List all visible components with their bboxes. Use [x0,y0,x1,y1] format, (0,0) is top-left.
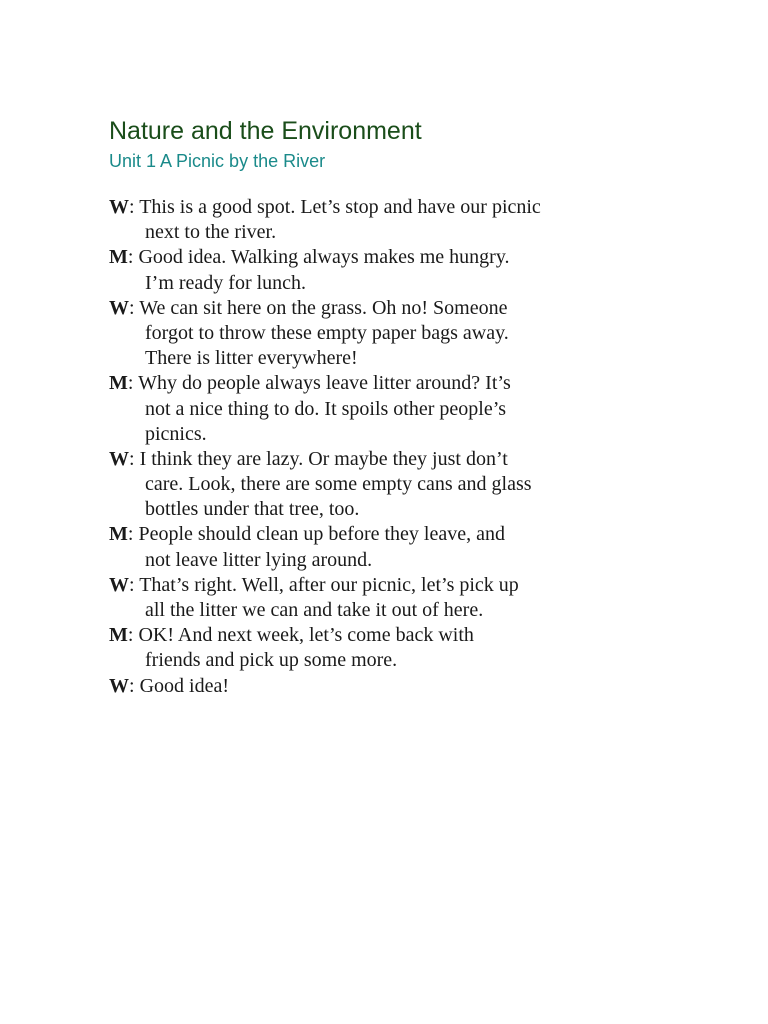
dialogue-line-continued [109,346,709,371]
speaker-colon: : [127,372,139,395]
dialogue-text: That’s right. Well, after our picnic, let’s pick up [139,573,519,596]
speaker-label: W [109,674,129,697]
dialogue-line-continued [109,321,709,346]
dialogue-turn [109,573,709,623]
dialogue-text: People should clean up before they leave, and [138,523,505,546]
dialogue-line-continued [109,422,709,447]
dialogue-line-continued [109,598,709,623]
dialogue-line-first [109,522,709,547]
speaker-colon: : [129,573,140,596]
dialogue-text: not a nice thing to do. It spoils other people’s [145,397,507,420]
dialogue-line-first [109,623,709,648]
dialogue-line-continued [109,472,709,497]
speaker-colon: : [129,674,140,697]
speaker-label: W [109,296,129,319]
dialogue-line-continued [109,648,709,673]
dialogue-text: Good idea! [139,674,229,697]
dialogue-text: forgot to throw these empty paper bags away. [145,321,509,344]
dialogue-text: not leave litter lying around. [145,548,373,571]
dialogue-turn [109,296,709,372]
dialogue-line-first [109,245,709,270]
dialogue-line-first [109,674,709,699]
dialogue-line-continued [109,271,709,296]
dialogue-text: all the litter we can and take it out of here. [145,599,484,621]
dialogue-line-continued [109,220,709,245]
dialogue-turn [109,623,709,673]
speaker-colon: : [127,624,139,647]
document-title: Nature and the Environment [109,117,422,145]
dialogue-text: OK! And next week, let’s come back with [138,624,474,647]
dialogue-turn [109,522,709,572]
dialogue-turn [109,674,709,699]
speaker-label: M [109,372,128,395]
dialogue-text: friends and pick up some more. [145,649,398,672]
dialogue-text: Good idea. Walking always makes me hungry. [138,246,510,269]
dialogue-turn [109,371,709,447]
dialogue-line-continued [109,548,709,573]
dialogue-line-continued [109,497,709,522]
dialogue-turn [109,195,709,245]
speaker-label: M [109,246,128,269]
speaker-label: M [109,523,128,546]
dialogue-line-first [109,371,709,396]
speaker-label: W [109,573,129,596]
dialogue-text: There is litter everywhere! [145,347,358,370]
speaker-label: W [109,447,129,470]
dialogue-text: picnics. [145,422,207,445]
speaker-colon: : [127,246,139,269]
dialogue-line-first [109,195,709,220]
speaker-colon: : [127,523,139,546]
dialogue-text: care. Look, there are some empty cans and glass [145,473,532,496]
document-page [109,113,709,699]
dialogue-text: I’m ready for lunch. [145,271,307,294]
dialogue-transcript [109,195,709,699]
unit-subtitle: Unit 1 A Picnic by the River [109,151,326,171]
dialogue-line-first [109,296,709,321]
dialogue-line-first [109,573,709,598]
dialogue-text: We can sit here on the grass. Oh no! Someone [139,296,508,319]
dialogue-text: next to the river. [145,221,277,244]
speaker-label: W [109,196,129,218]
speaker-colon: : [129,196,140,218]
dialogue-text: Why do people always leave litter around? It’s [138,372,511,395]
speaker-colon: : [129,447,140,470]
dialogue-line-first [109,447,709,472]
dialogue-turn [109,447,709,523]
dialogue-text: I think they are lazy. Or maybe they just don’t [139,447,508,470]
speaker-colon: : [129,296,140,319]
dialogue-text: bottles under that tree, too. [145,498,360,521]
dialogue-line-continued [109,397,709,422]
dialogue-turn [109,245,709,295]
dialogue-text: This is a good spot. Let’s stop and have our picnic [139,196,541,218]
speaker-label: M [109,624,128,647]
